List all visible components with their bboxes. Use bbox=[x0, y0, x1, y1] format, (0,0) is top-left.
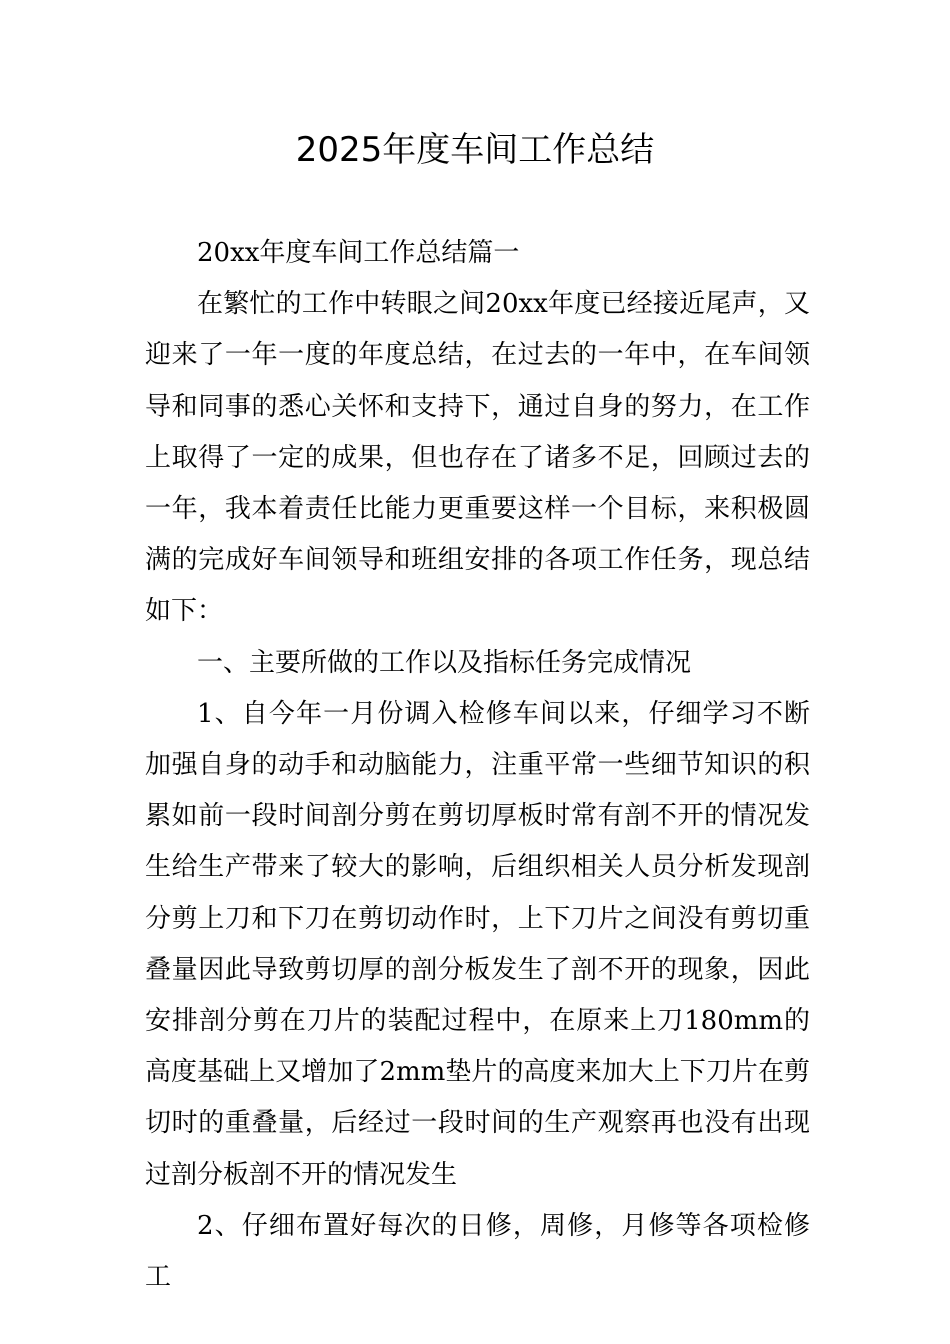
document-body bbox=[145, 228, 810, 1303]
paragraph-heading-main-work: 一、主要所做的工作以及指标任务完成情况 bbox=[197, 647, 692, 678]
document-title: 2025年度车间工作总结 bbox=[295, 130, 655, 170]
paragraph-intro: 在繁忙的工作中转眼之间20xx年度已经接近尾声，又迎来了一年一度的年度总结，在过去的一年中，在车间领导和同事的悉心关怀和支持下，通过自身的努力，在工作上取得了一定的成果，但也存在了诸多不足，回顾过去的一年，我本着责任比能力更重要这样一个目标，来积极圆满的完成好车间领导和班组安排的各项工作任务，现总结如下： bbox=[145, 289, 810, 627]
paragraph-section-heading: 20xx年度车间工作总结篇一 bbox=[197, 238, 520, 268]
paragraph-item-2: 2、仔细布置好每次的日修，周修，月修等各项检修工 bbox=[145, 1210, 810, 1293]
paragraph-item-1: 1、自今年一月份调入检修车间以来，仔细学习不断加强自身的动手和动脑能力，注重平常一些细节知识的积累如前一段时间剖分剪在剪切厚板时常有剖不开的情况发生给生产带来了较大的影响，后组织相关人员分析发现剖分剪上刀和下刀在剪切动作时，上下刀片之间没有剪切重叠量因此导致剪切厚的剖分板发生了剖不开的现象，因此安排剖分剪在刀片的装配过程中，在原来上刀180mm的高度基础上又增加了2mm垫片的高度来加大上下刀片在剪切时的重叠量，后经过一段时间的生产观察再也没有出现过剖分板剖不开的情况发生 bbox=[145, 698, 810, 1190]
